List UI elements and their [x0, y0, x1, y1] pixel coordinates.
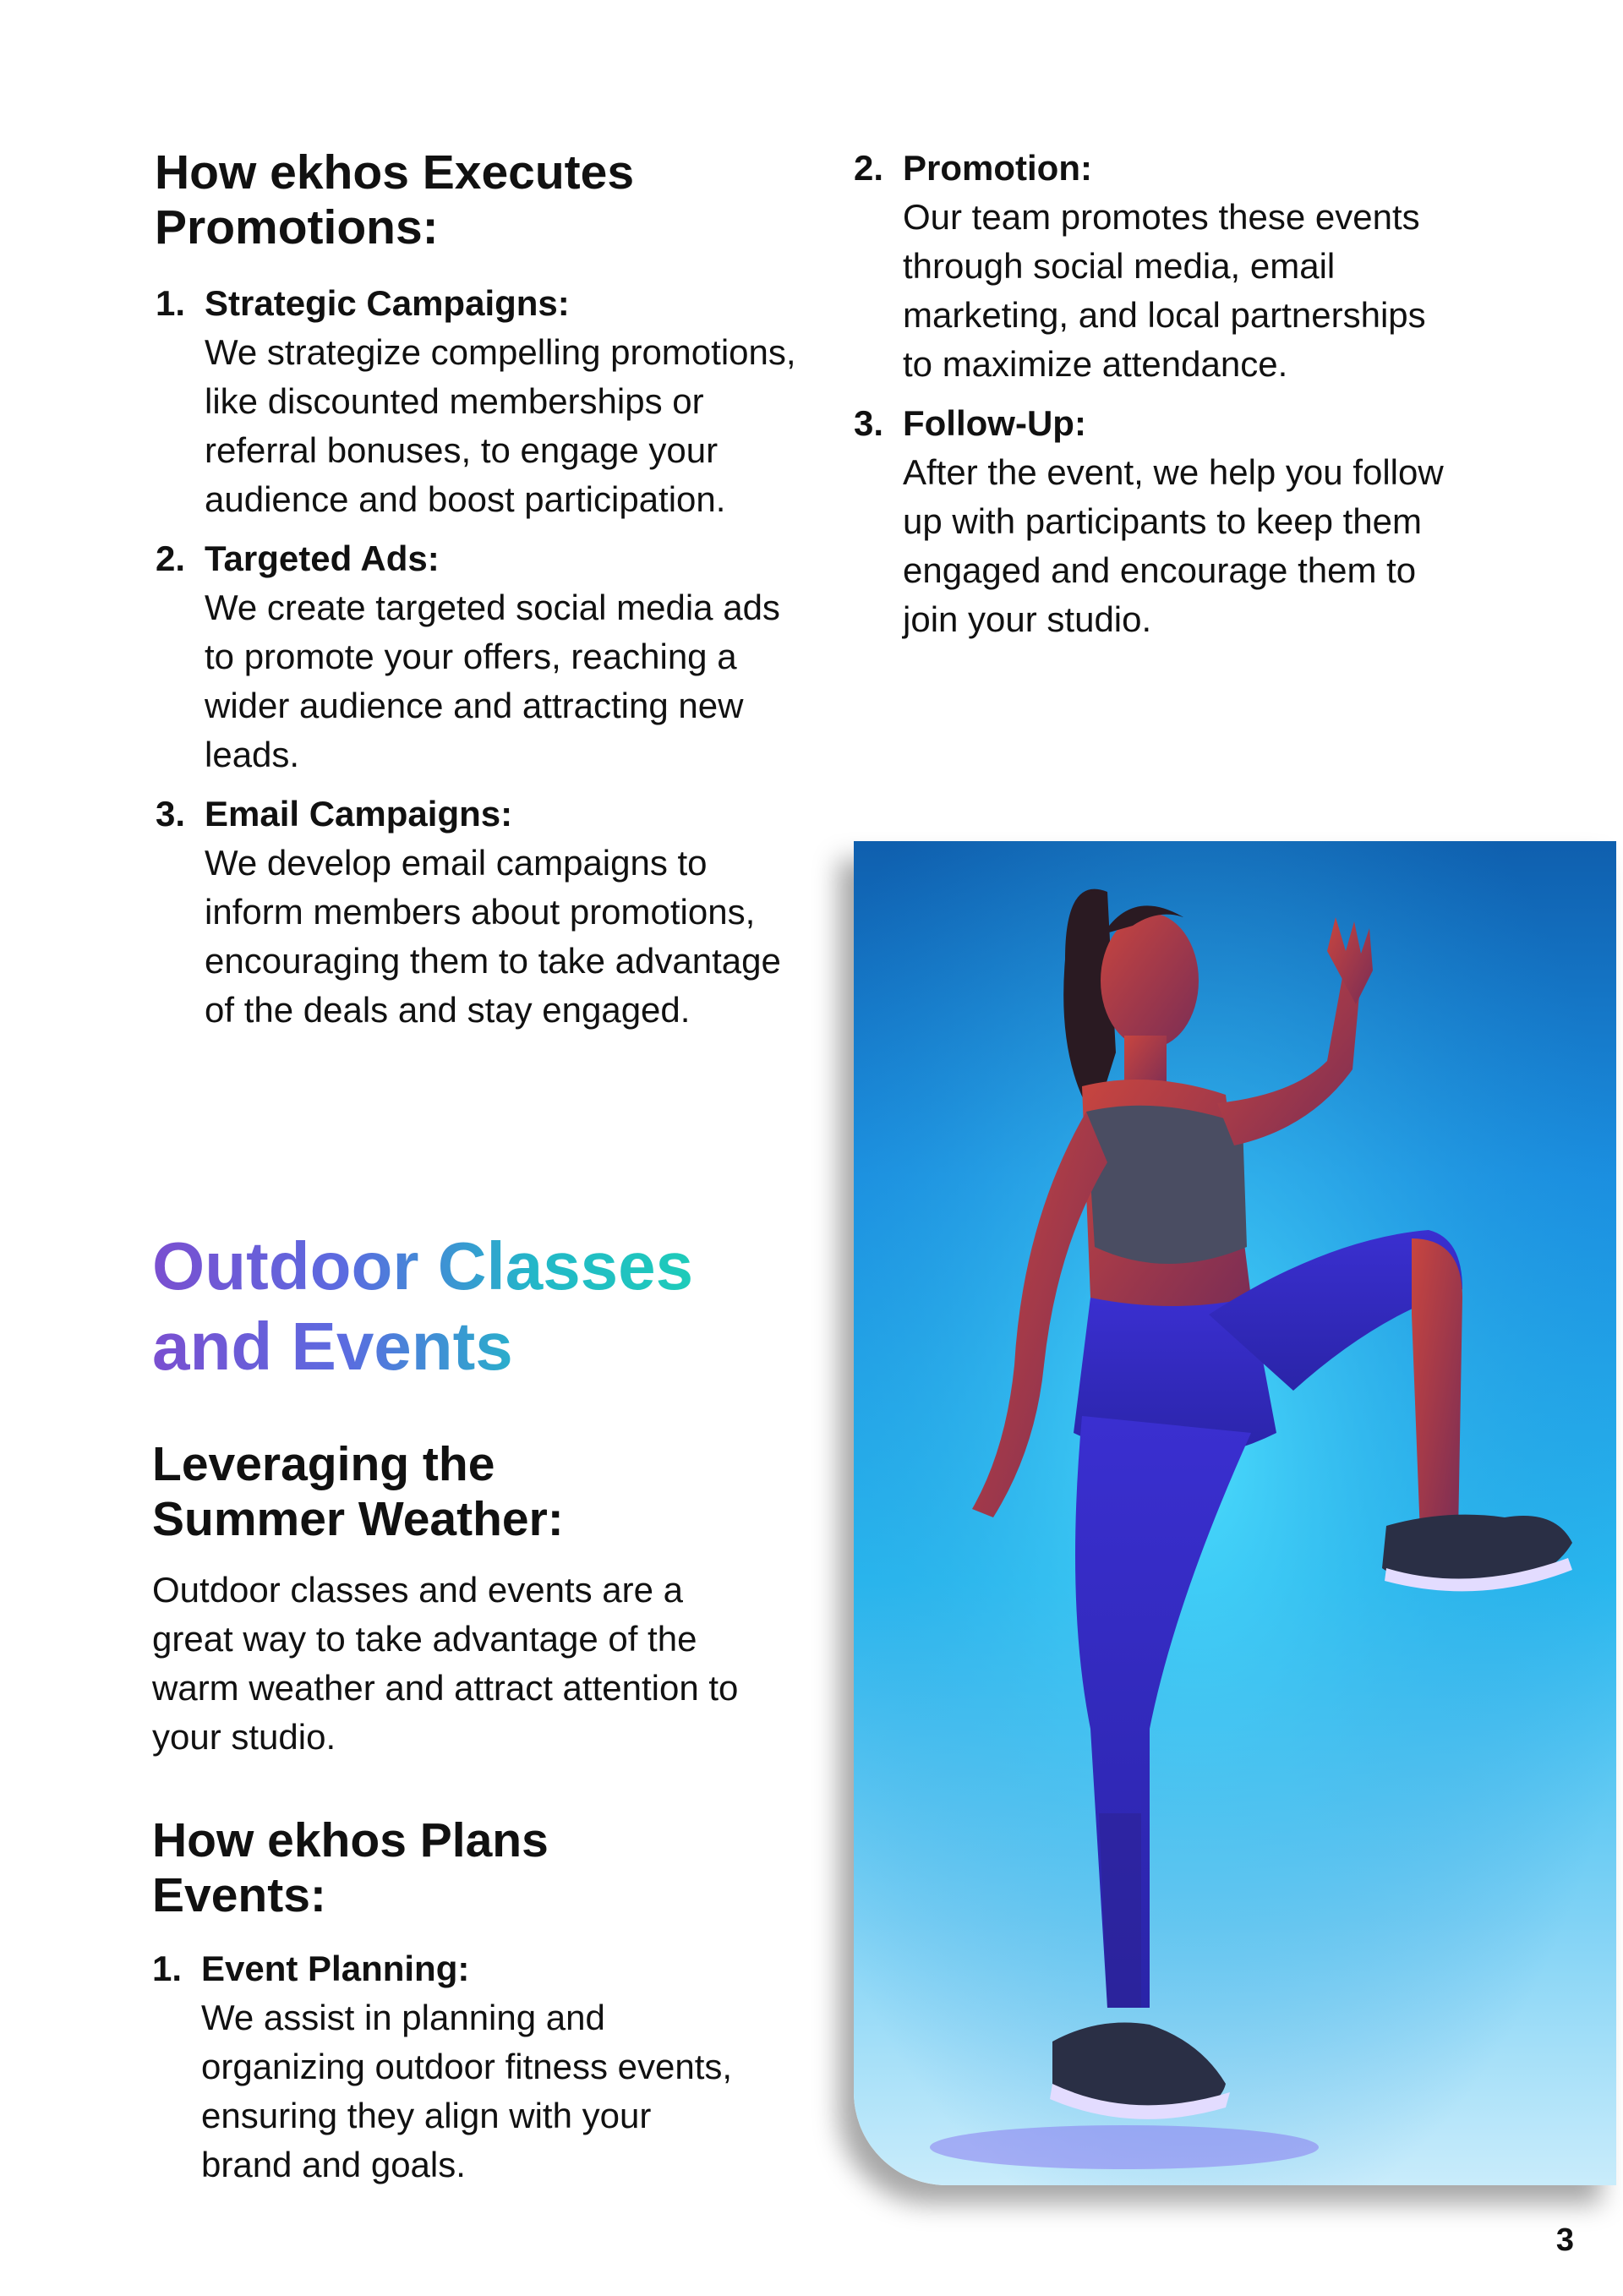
plans-heading: How ekhos Plans Events:: [152, 1813, 549, 1922]
list-item-text: We assist in planning and organizing outdoor fitness events, ensuring they align with your brand and goals.: [201, 1998, 733, 2184]
list-item-number: 3.: [854, 403, 884, 443]
page-number: 3: [1555, 2222, 1574, 2258]
list-item-title: Event Planning:: [201, 1949, 470, 1988]
executes-heading: How ekhos Executes Promotions:: [155, 145, 635, 254]
list-item: [152, 1944, 742, 2189]
plans-list-right: [854, 144, 1444, 654]
list-item-text: We strategize compelling promotions, like discounted memberships or referral bonuses, to engage your audience and boost participation.: [205, 332, 796, 519]
list-item-title: Follow-Up:: [903, 403, 1086, 443]
list-item-text: Our team promotes these events through social media, email marketing, and local partnerships to maximize attendance.: [903, 197, 1426, 384]
list-item-number: 1.: [156, 283, 186, 323]
list-item-number: 2.: [854, 148, 884, 188]
leveraging-heading: Leveraging the Summer Weather:: [152, 1437, 564, 1546]
list-item-number: 3.: [156, 794, 186, 834]
list-item: [156, 790, 796, 1035]
fitness-woman-photo-icon: [854, 841, 1616, 2185]
list-item-text: We develop email campaigns to inform members about promotions, encouraging them to take advantage of the deals and stay engaged.: [205, 843, 781, 1030]
list-item: [156, 534, 796, 779]
list-item: [156, 279, 796, 524]
executes-list: [156, 279, 796, 1045]
list-item: [854, 144, 1444, 389]
list-item-number: 2.: [156, 538, 186, 578]
list-item-title: Promotion:: [903, 148, 1092, 188]
list-item-text: We create targeted social media ads to promote your offers, reaching a wider audience and attracting new leads.: [205, 588, 780, 774]
list-item-text: After the event, we help you follow up with participants to keep them engaged and encourage them to join your studio.: [903, 452, 1444, 639]
section-title: Outdoor Classes and Events: [152, 1226, 795, 1386]
fitness-photo: [854, 841, 1616, 2185]
list-item-title: Strategic Campaigns:: [205, 283, 570, 323]
list-item-number: 1.: [152, 1949, 183, 1988]
list-item: [854, 399, 1444, 644]
plans-list-left: [152, 1944, 742, 2200]
list-item-title: Email Campaigns:: [205, 794, 513, 834]
list-item-title: Targeted Ads:: [205, 538, 440, 578]
leveraging-paragraph: Outdoor classes and events are a great way to take advantage of the warm weather and attract attention to your studio.: [152, 1570, 739, 1757]
